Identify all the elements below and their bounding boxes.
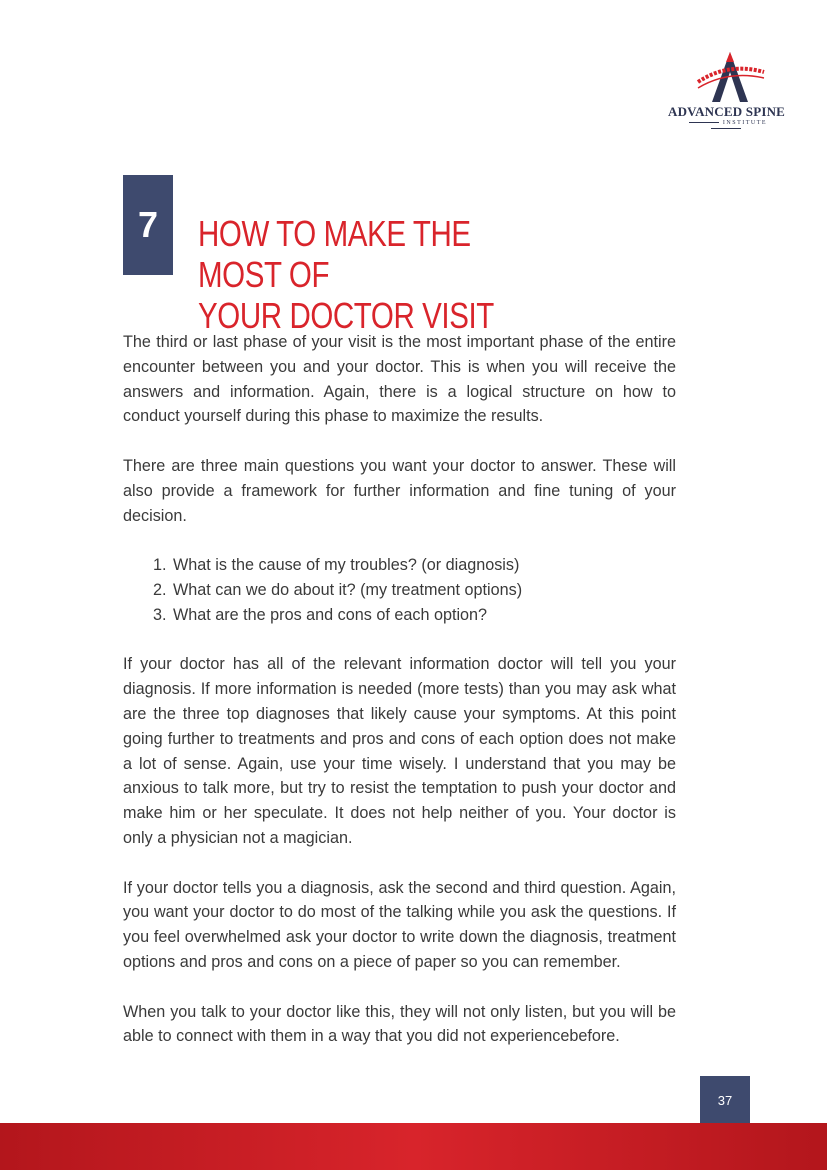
- chapter-title: [198, 213, 559, 336]
- paragraph-3: If your doctor has all of the relevant information doctor will tell you your diagnosis. If more information is needed (more tests) than you may ask what are the three top diagnoses that likely cause your symptoms. At this point going further to treatments and pros and cons of each option does not make a lot of sense. Again, use your time wisely. I understand that you may be anxious to talk more, but try to resist the temptation to push your doctor and make him or her speculate. It does not help neither of you. Your doctor is only a physician not a magician.: [123, 655, 676, 847]
- paragraph-1: The third or last phase of your visit is the most important phase of the entire encounter between you and your doctor. This is when you will receive the answers and information. Again, there is a logical structure on how to conduct yourself during this phase to maximize the results.: [123, 333, 676, 426]
- chapter-title-line-2: YOUR DOCTOR VISIT: [198, 295, 494, 336]
- chapter-number: 7: [137, 204, 159, 245]
- list-item: 3. What are the pros and cons of each option?: [171, 603, 676, 628]
- footer-bar: [0, 1123, 827, 1170]
- chapter-title-line-1: HOW TO MAKE THE MOST OF: [198, 213, 471, 295]
- body-text: [123, 330, 676, 1074]
- logo-subtitle: INSTITUTE: [668, 120, 784, 132]
- logo-name: ADVANCED SPINE: [668, 104, 786, 119]
- list-item: 2. What can we do about it? (my treatment options): [171, 578, 676, 603]
- spine-a-logo-icon: [668, 48, 784, 104]
- paragraph-5: When you talk to your doctor like this, they will not only listen, but you will be able to connect with them in a way that you did not experiencebefore.: [123, 1002, 676, 1046]
- paragraph-4: If your doctor tells you a diagnosis, ask the second and third question. Again, you want your doctor to do most of the talking while you ask the questions. If you feel overwhelmed ask your doctor to write down the diagnosis, treatment options and pros and cons on a piece of paper so you can remember.: [123, 878, 676, 971]
- list-item: 1. What is the cause of my troubles? (or diagnosis): [171, 553, 676, 578]
- page-number: 37: [717, 1092, 733, 1108]
- questions-list: [123, 553, 676, 627]
- page-number-box: [700, 1076, 750, 1124]
- chapter-number-box: [123, 175, 173, 275]
- paragraph-2: There are three main questions you want your doctor to answer. These will also provide a framework for further information and fine tuning of your decision.: [123, 456, 676, 525]
- advanced-spine-logo: [668, 48, 784, 134]
